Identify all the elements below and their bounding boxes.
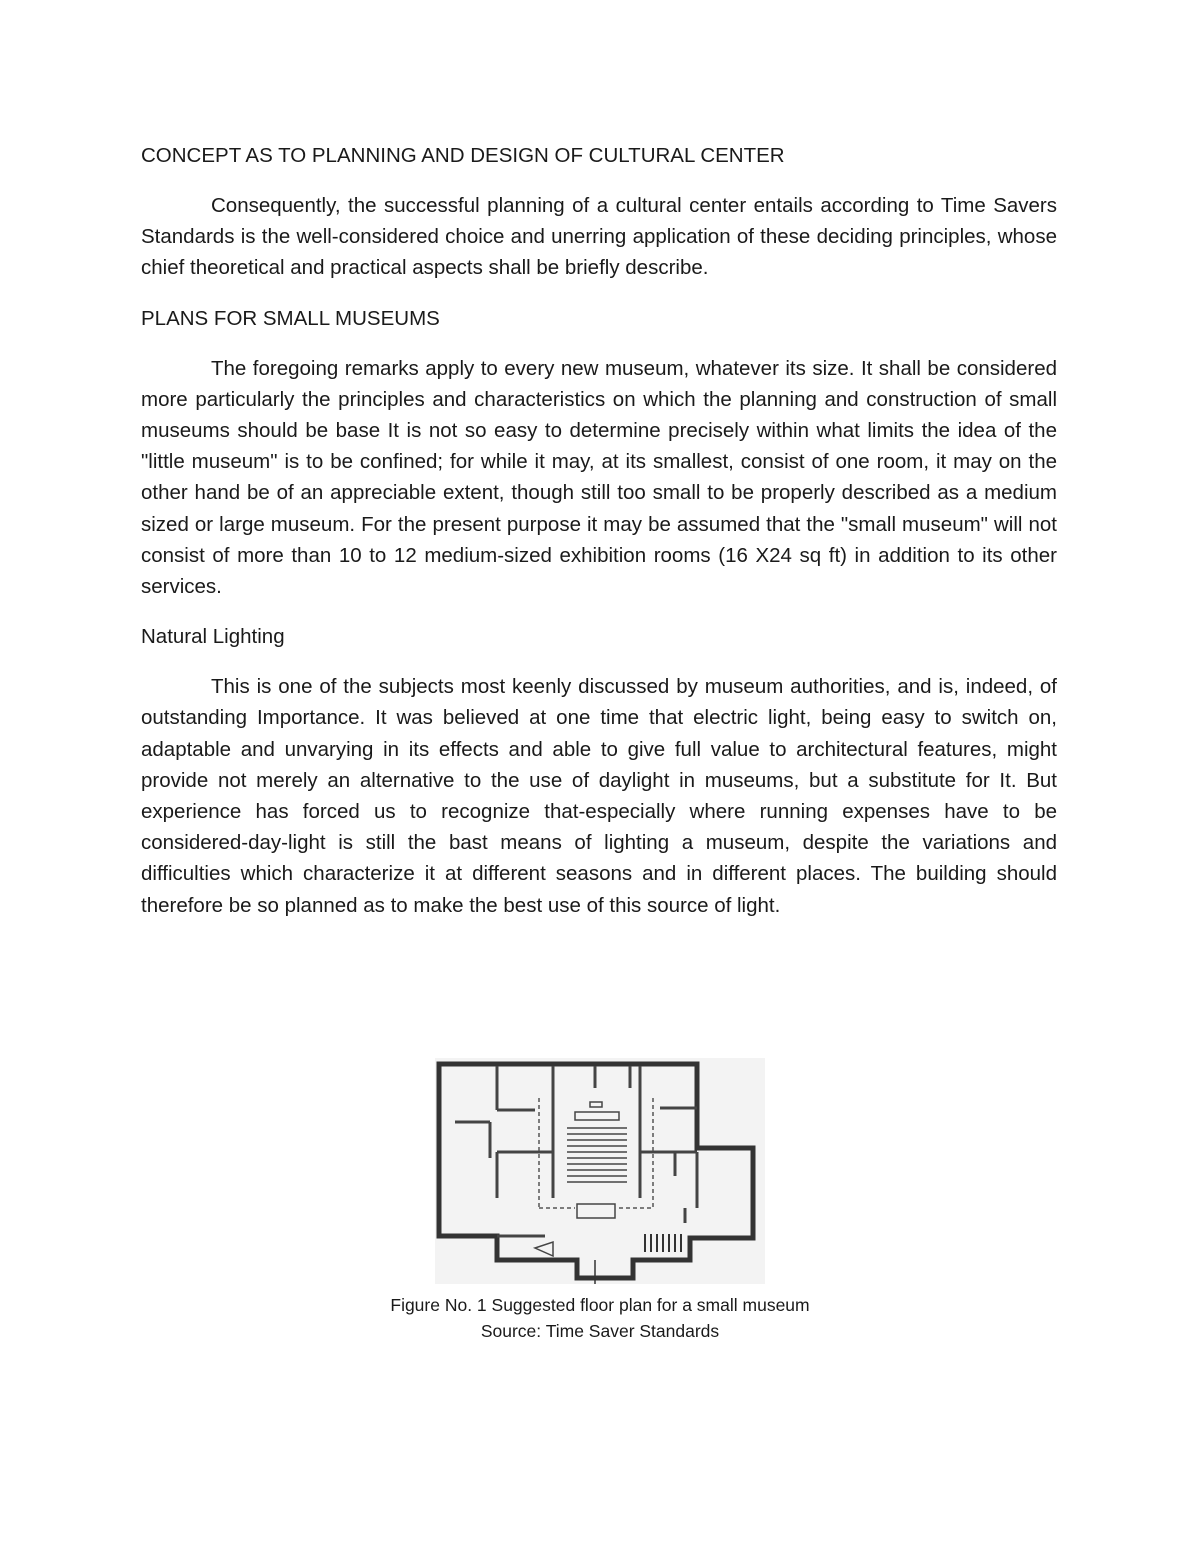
- figure-caption: Figure No. 1 Suggested floor plan for a small museum: [390, 1295, 810, 1315]
- figure-floor-plan: [0, 1058, 1200, 1344]
- section-heading-cultural-center: CONCEPT AS TO PLANNING AND DESIGN OF CULTURAL CENTER: [141, 144, 785, 167]
- floor-plan-drawing: [435, 1058, 765, 1284]
- paragraph-natural-lighting: This is one of the subjects most keenly discussed by museum authorities, and is, indeed, of outstanding Importance. It was believed at one time that electric light, being easy to switch on, adaptable and unvarying in its effects and able to give full value to architectural features, might provide not merely an alternative to the use of daylight in museums, but a substitute for It. But experience has forced us to recognize that-especially where running expenses have to be considered-day-light is still the bast means of lighting a museum, despite the variations and difficulties which characterize it at different seasons and in different places. The building should therefore be so planned as to make the best use of this source of light.: [141, 675, 1057, 917]
- section-heading-natural-lighting: Natural Lighting: [141, 625, 285, 649]
- section-heading-small-museums: PLANS FOR SMALL MUSEUMS: [141, 306, 440, 330]
- paragraph-small-museums: The foregoing remarks apply to every new museum, whatever its size. It shall be considered more particularly the principles and characteristics on which the planning and construction of small museums should be base It is not so easy to determine precisely within what limits the idea of the "little museum" is to be confined; for while it may, at its smallest, consist of one room, it may on the other hand be of an appreciable extent, though still too small to be properly described as a medium sized or large museum. For the present purpose it may be assumed that the "small museum" will not consist of more than 10 to 12 medium-sized exhibition rooms (16 X24 sq ft) in addition to its other services.: [141, 356, 1057, 599]
- document-body: [141, 140, 1057, 940]
- paragraph-cultural-center: Consequently, the successful planning of a cultural center entails according to Time Savers Standards is the well-considered choice and unerring application of these deciding principles, whose chief theoretical and practical aspects shall be briefly describe.: [141, 194, 1057, 280]
- figure-source: Source: Time Saver Standards: [480, 1321, 720, 1341]
